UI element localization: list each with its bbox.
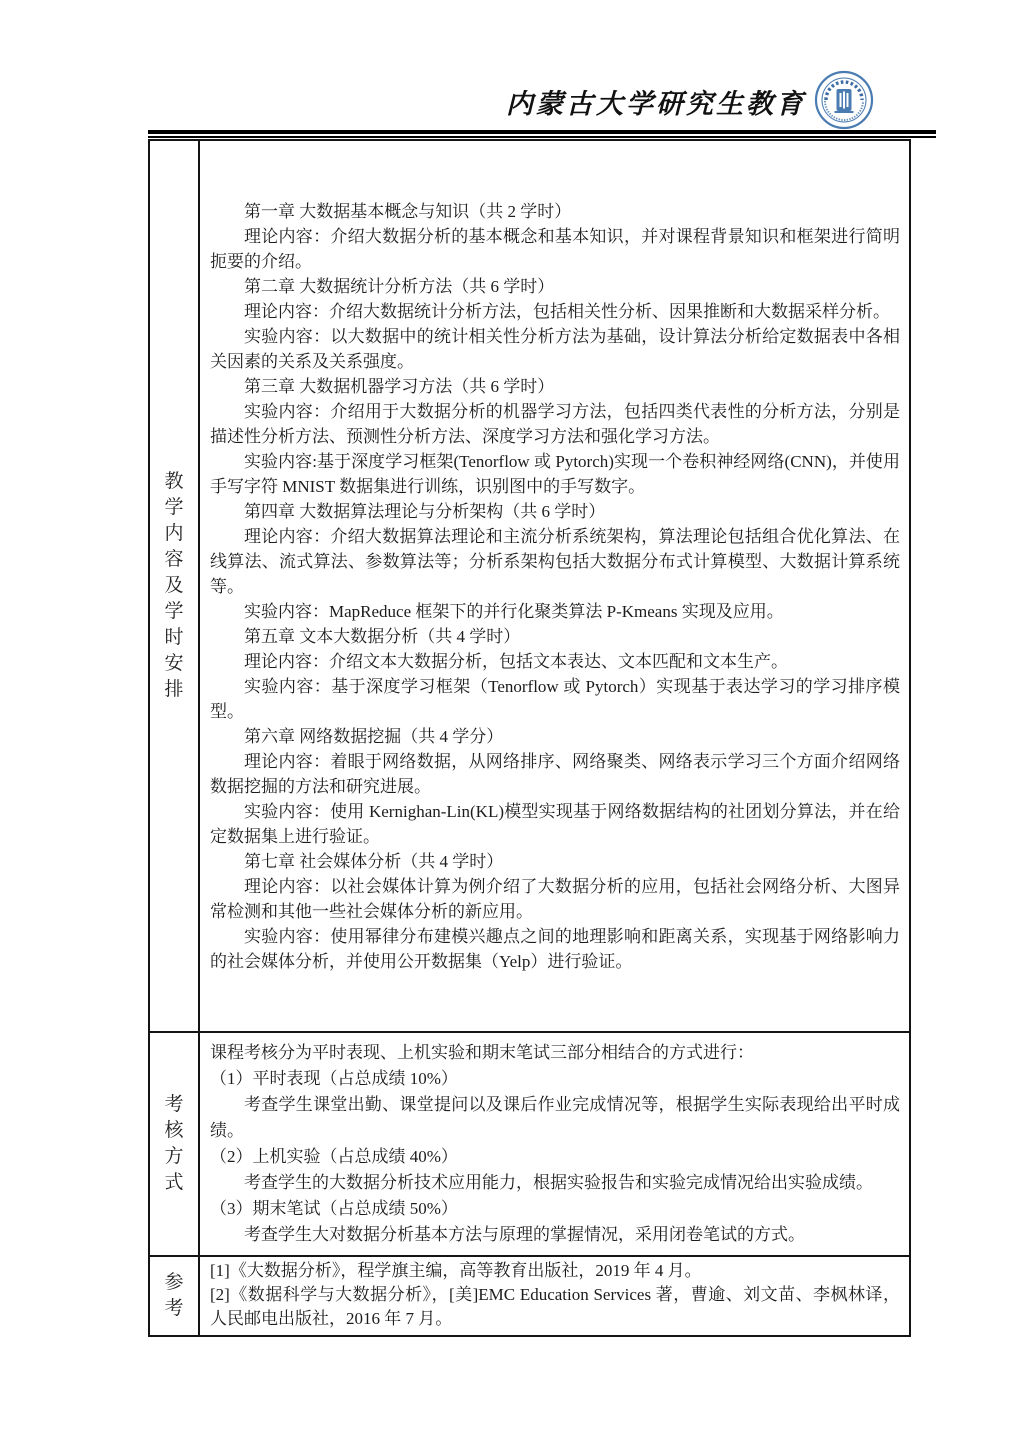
row-content-cell <box>199 1256 910 1336</box>
table-row <box>149 140 910 1032</box>
row-label: 教 学 内 容 及 学 时 安 排 <box>164 471 184 700</box>
paragraph: 实验内容：MapReduce 框架下的并行化聚类算法 P-Kmeans 实现及应用。 <box>244 601 784 621</box>
paragraph: 第二章 大数据统计分析方法（共 6 学时） <box>244 276 555 296</box>
paragraph: 实验内容：使用幂律分布建模兴趣点之间的地理影响和距离关系，实现基于网络影响力的社会媒体分析，并使用公开数据集（Yelp）进行验证。 <box>210 926 900 971</box>
paragraph: 实验内容：使用 Kernighan-Lin(KL)模型实现基于网络数据结构的社团划分算法，并在给定数据集上进行验证。 <box>210 801 900 846</box>
paragraph: 理论内容：着眼于网络数据，从网络排序、网络聚类、网络表示学习三个方面介绍网络数据挖掘的方法和研究进展。 <box>210 751 900 796</box>
paragraph: [1]《大数据分析》，程学旗主编，高等教育出版社，2019 年 4 月。 <box>210 1261 702 1280</box>
table-row <box>149 1256 910 1336</box>
paragraph: （1）平时表现（占总成绩 10%） <box>210 1069 458 1088</box>
syllabus-table <box>148 139 911 1337</box>
row-label-cell <box>149 1256 199 1336</box>
table-row <box>149 1032 910 1256</box>
row-label: 考 核 方 式 <box>164 1094 184 1193</box>
paragraph: （2）上机实验（占总成绩 40%） <box>210 1147 458 1166</box>
paragraph: 考查学生大对数据分析基本方法与原理的掌握情况，采用闭卷笔试的方式。 <box>244 1225 805 1244</box>
paragraph: 实验内容：基于深度学习框架（Tenorflow 或 Pytorch）实现基于表达学习的学习排序模型。 <box>210 676 900 721</box>
paragraph: 考查学生的大数据分析技术应用能力，根据实验报告和实验完成情况给出实验成绩。 <box>244 1173 873 1192</box>
row-label-cell <box>149 1032 199 1256</box>
paragraph: 第四章 大数据算法理论与分析架构（共 6 学时） <box>244 501 606 521</box>
row-label: 参 考 <box>164 1272 184 1319</box>
header-rule-divider <box>148 130 936 138</box>
paragraph: 理论内容：介绍文本大数据分析，包括文本表达、文本匹配和文本生产。 <box>244 651 788 671</box>
paragraph: 课程考核分为平时表现、上机实验和期末笔试三部分相结合的方式进行： <box>210 1043 754 1062</box>
paragraph: 第六章 网络数据挖掘（共 4 学分） <box>244 726 504 746</box>
paragraph: 理论内容：介绍大数据分析的基本概念和基本知识，并对课程背景知识和框架进行简明扼要的介绍。 <box>210 226 900 271</box>
paragraph: 理论内容：介绍大数据统计分析方法，包括相关性分析、因果推断和大数据采样分析。 <box>244 301 890 321</box>
paragraph: 第七章 社会媒体分析（共 4 学时） <box>244 851 504 871</box>
row-content-cell <box>199 1032 910 1256</box>
paragraph: [2]《数据科学与大数据分析》，[美]EMC Education Services 著，曹逾、刘文苗、李枫林译，人民邮电出版社，2016 年 7 月。 <box>210 1285 900 1328</box>
paragraph: 第三章 大数据机器学习方法（共 6 学时） <box>244 376 555 396</box>
paragraph: 考查学生课堂出勤、课堂提问以及课后作业完成情况等，根据学生实际表现给出平时成绩。 <box>210 1095 900 1140</box>
paragraph: 理论内容：以社会媒体计算为例介绍了大数据分析的应用，包括社会网络分析、大图异常检测和其他一些社会媒体分析的新应用。 <box>210 876 900 921</box>
paragraph: 实验内容：介绍用于大数据分析的机器学习方法，包括四类代表性的分析方法，分别是描述性分析方法、预测性分析方法、深度学习方法和强化学习方法。 <box>210 401 900 446</box>
paragraph: 理论内容：介绍大数据算法理论和主流分析系统架构，算法理论包括组合优化算法、在线算法、流式算法、参数算法等；分析系架构包括大数据分布式计算模型、大数据计算系统等。 <box>210 526 900 596</box>
paragraph: 实验内容:基于深度学习框架(Tenorflow 或 Pytorch)实现一个卷积神经网络(CNN)，并使用手写字符 MNIST 数据集进行训练，识别图中的手写数字。 <box>210 451 900 496</box>
paragraph: 第一章 大数据基本概念与知识（共 2 学时） <box>244 201 572 221</box>
paragraph: （3）期末笔试（占总成绩 50%） <box>210 1199 458 1218</box>
page-header-title: 内蒙古大学研究生教育 <box>506 89 806 119</box>
university-seal-icon <box>814 70 874 130</box>
row-content-cell <box>199 140 910 1032</box>
row-label-cell <box>149 140 199 1032</box>
paragraph: 第五章 文本大数据分析（共 4 学时） <box>244 626 521 646</box>
page-header <box>0 68 1024 134</box>
paragraph: 实验内容：以大数据中的统计相关性分析方法为基础，设计算法分析给定数据表中各相关因素的关系及关系强度。 <box>210 326 900 371</box>
